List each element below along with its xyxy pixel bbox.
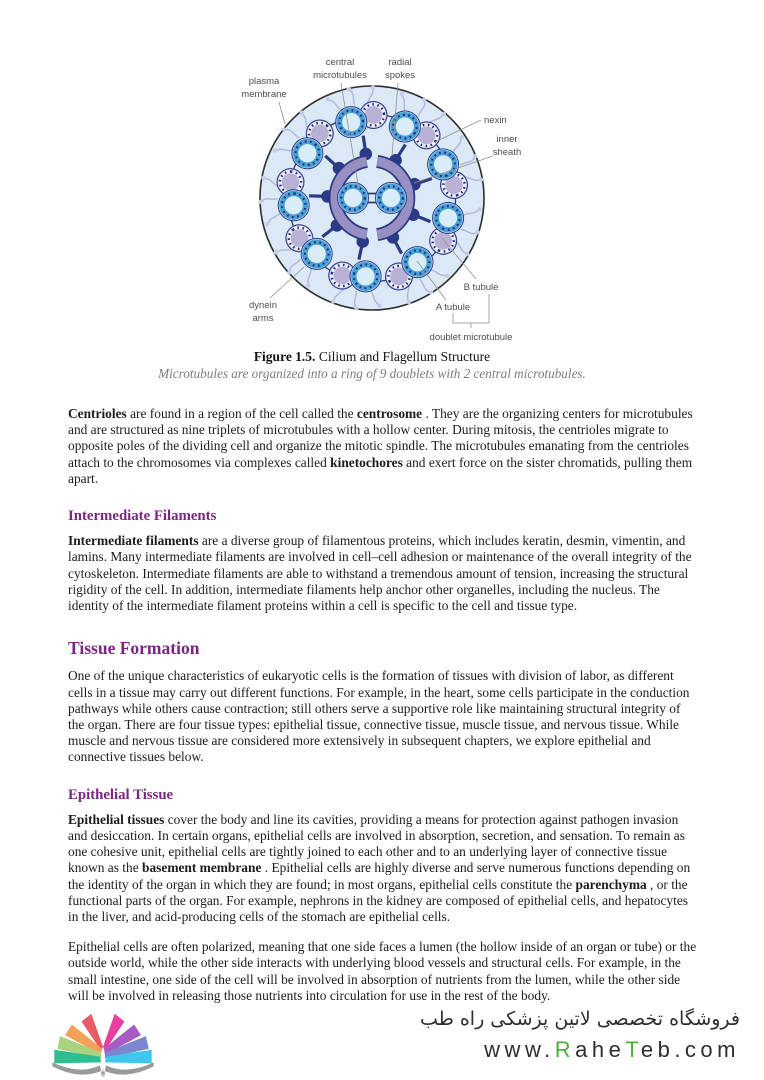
label-inner-sheath: sheath [492, 147, 522, 158]
figure-title: Cilium and Flagellum Structure [315, 349, 491, 364]
label-b-tubule: B tubule [463, 282, 499, 293]
paragraph-tissue-formation: One of the unique characteristics of eukaryotic cells is the formation of tissues with division of labor, as different cells in a tissue may carry out different functions. For example, in the heart, some cells participate in the conduction pathways while others cause contraction; still others serve a supportive role like maintaining structural integrity of the organ. There are four tissue types: epithelial tissue, connective tissue, muscle tissue, and nervous tissue. While muscle and nervous tissue are considered more extensively in subsequent chapters, we explore epithelial and connective tissues below. [68, 668, 690, 765]
label-radial-spokes: spokes [384, 70, 416, 81]
label-plasma-membrane: plasma [248, 76, 280, 87]
label-dynein-arms: arms [252, 313, 274, 324]
figure-number: Figure 1.5. [253, 349, 316, 364]
label-plasma-membrane: membrane [241, 89, 287, 100]
label-inner-sheath: inner [496, 134, 518, 145]
body-text-column [68, 406, 698, 1004]
figure-subcaption: Microtubules are organized into a ring of 9 doublets with 2 central microtubules. [158, 366, 586, 381]
label-radial-spokes: radial [388, 57, 412, 68]
watermark-footer [0, 1000, 764, 1080]
label-doublet-microtubule: doublet microtubule [429, 332, 513, 343]
figure-caption [132, 349, 612, 365]
figure-cilium [132, 0, 612, 382]
heading-epithelial-tissue: Epithelial Tissue [68, 786, 174, 803]
brand-url: www.RaheTeb.com [484, 1037, 740, 1062]
label-nexin: nexin [484, 115, 507, 126]
brand-block [420, 1004, 740, 1066]
cilium-cross-section-diagram [132, 46, 612, 346]
open-book-logo-icon [44, 1004, 162, 1078]
label-a-tubule: A tubule [435, 302, 471, 313]
label-central-microtubules: central [325, 57, 355, 68]
heading-tissue-formation: Tissue Formation [68, 638, 200, 659]
paragraph-centrioles: Centrioles are found in a region of the cell called the centrosome . They are the organizing centers for microtubules and are structured as nine triplets of microtubules with a hollow center. During mitosis, the centrioles migrate to opposite poles of the dividing cell and organize the mitotic spindle. The microtubules emanating from the centrioles attach to the chromosomes via complexes called kinetochores and exert force on the sister chromatids, pulling them apart. [68, 406, 693, 486]
label-dynein-arms: dynein [249, 300, 277, 311]
label-central-microtubules: microtubules [313, 70, 367, 81]
brand-name-farsi: فروشگاه تخصصی لاتین پزشکی راه طب [420, 1008, 740, 1030]
paragraph-intermediate-filaments: Intermediate filaments are a diverse group of filamentous proteins, which includes keratin, desmin, vimentin, and lamins. Many intermediate filaments are involved in cell–cell adhesion or maintenance of the overall integrity of the cytoskeleton. Intermediate filaments are able to withstand a tremendous amount of tension, increasing the structural rigidity of the cell. In addition, intermediate filaments help anchor other organelles, including the nucleus. The identity of the intermediate filament proteins within a cell is specific to the cell and tissue type. [68, 533, 692, 614]
paragraph-epithelial-2: Epithelial cells are often polarized, meaning that one side faces a lumen (the hollow inside of an organ or tube) or the outside world, while the other side interacts with underlying blood vessels and structural cells. For example, in the small intestine, one side of the cell will be involved in absorption of nutrients from the lumen, while the other side will be involved in releasing those nutrients into circulation for use in the rest of the body. [68, 939, 697, 1003]
heading-intermediate-filaments: Intermediate Filaments [68, 508, 217, 525]
paragraph-epithelial-1: Epithelial tissues cover the body and line its cavities, providing a means for protection against pathogen invasion and desiccation. In certain organs, epithelial cells are involved in absorption, secretion, and sensation. To remain as one cohesive unit, epithelial cells are tightly joined to each other and to an underlying layer of connective tissue known as the basement membrane . Epithelial cells are highly diverse and serve numerous functions depending on the identity of the organ in which they are found; in most organs, epithelial cells constitute the parenchyma , or the functional parts of the organ. For example, nephrons in the kidney are composed of epithelial cells, and hepatocytes in the liver, and acid-producing cells of the stomach are epithelial cells. [68, 811, 691, 925]
